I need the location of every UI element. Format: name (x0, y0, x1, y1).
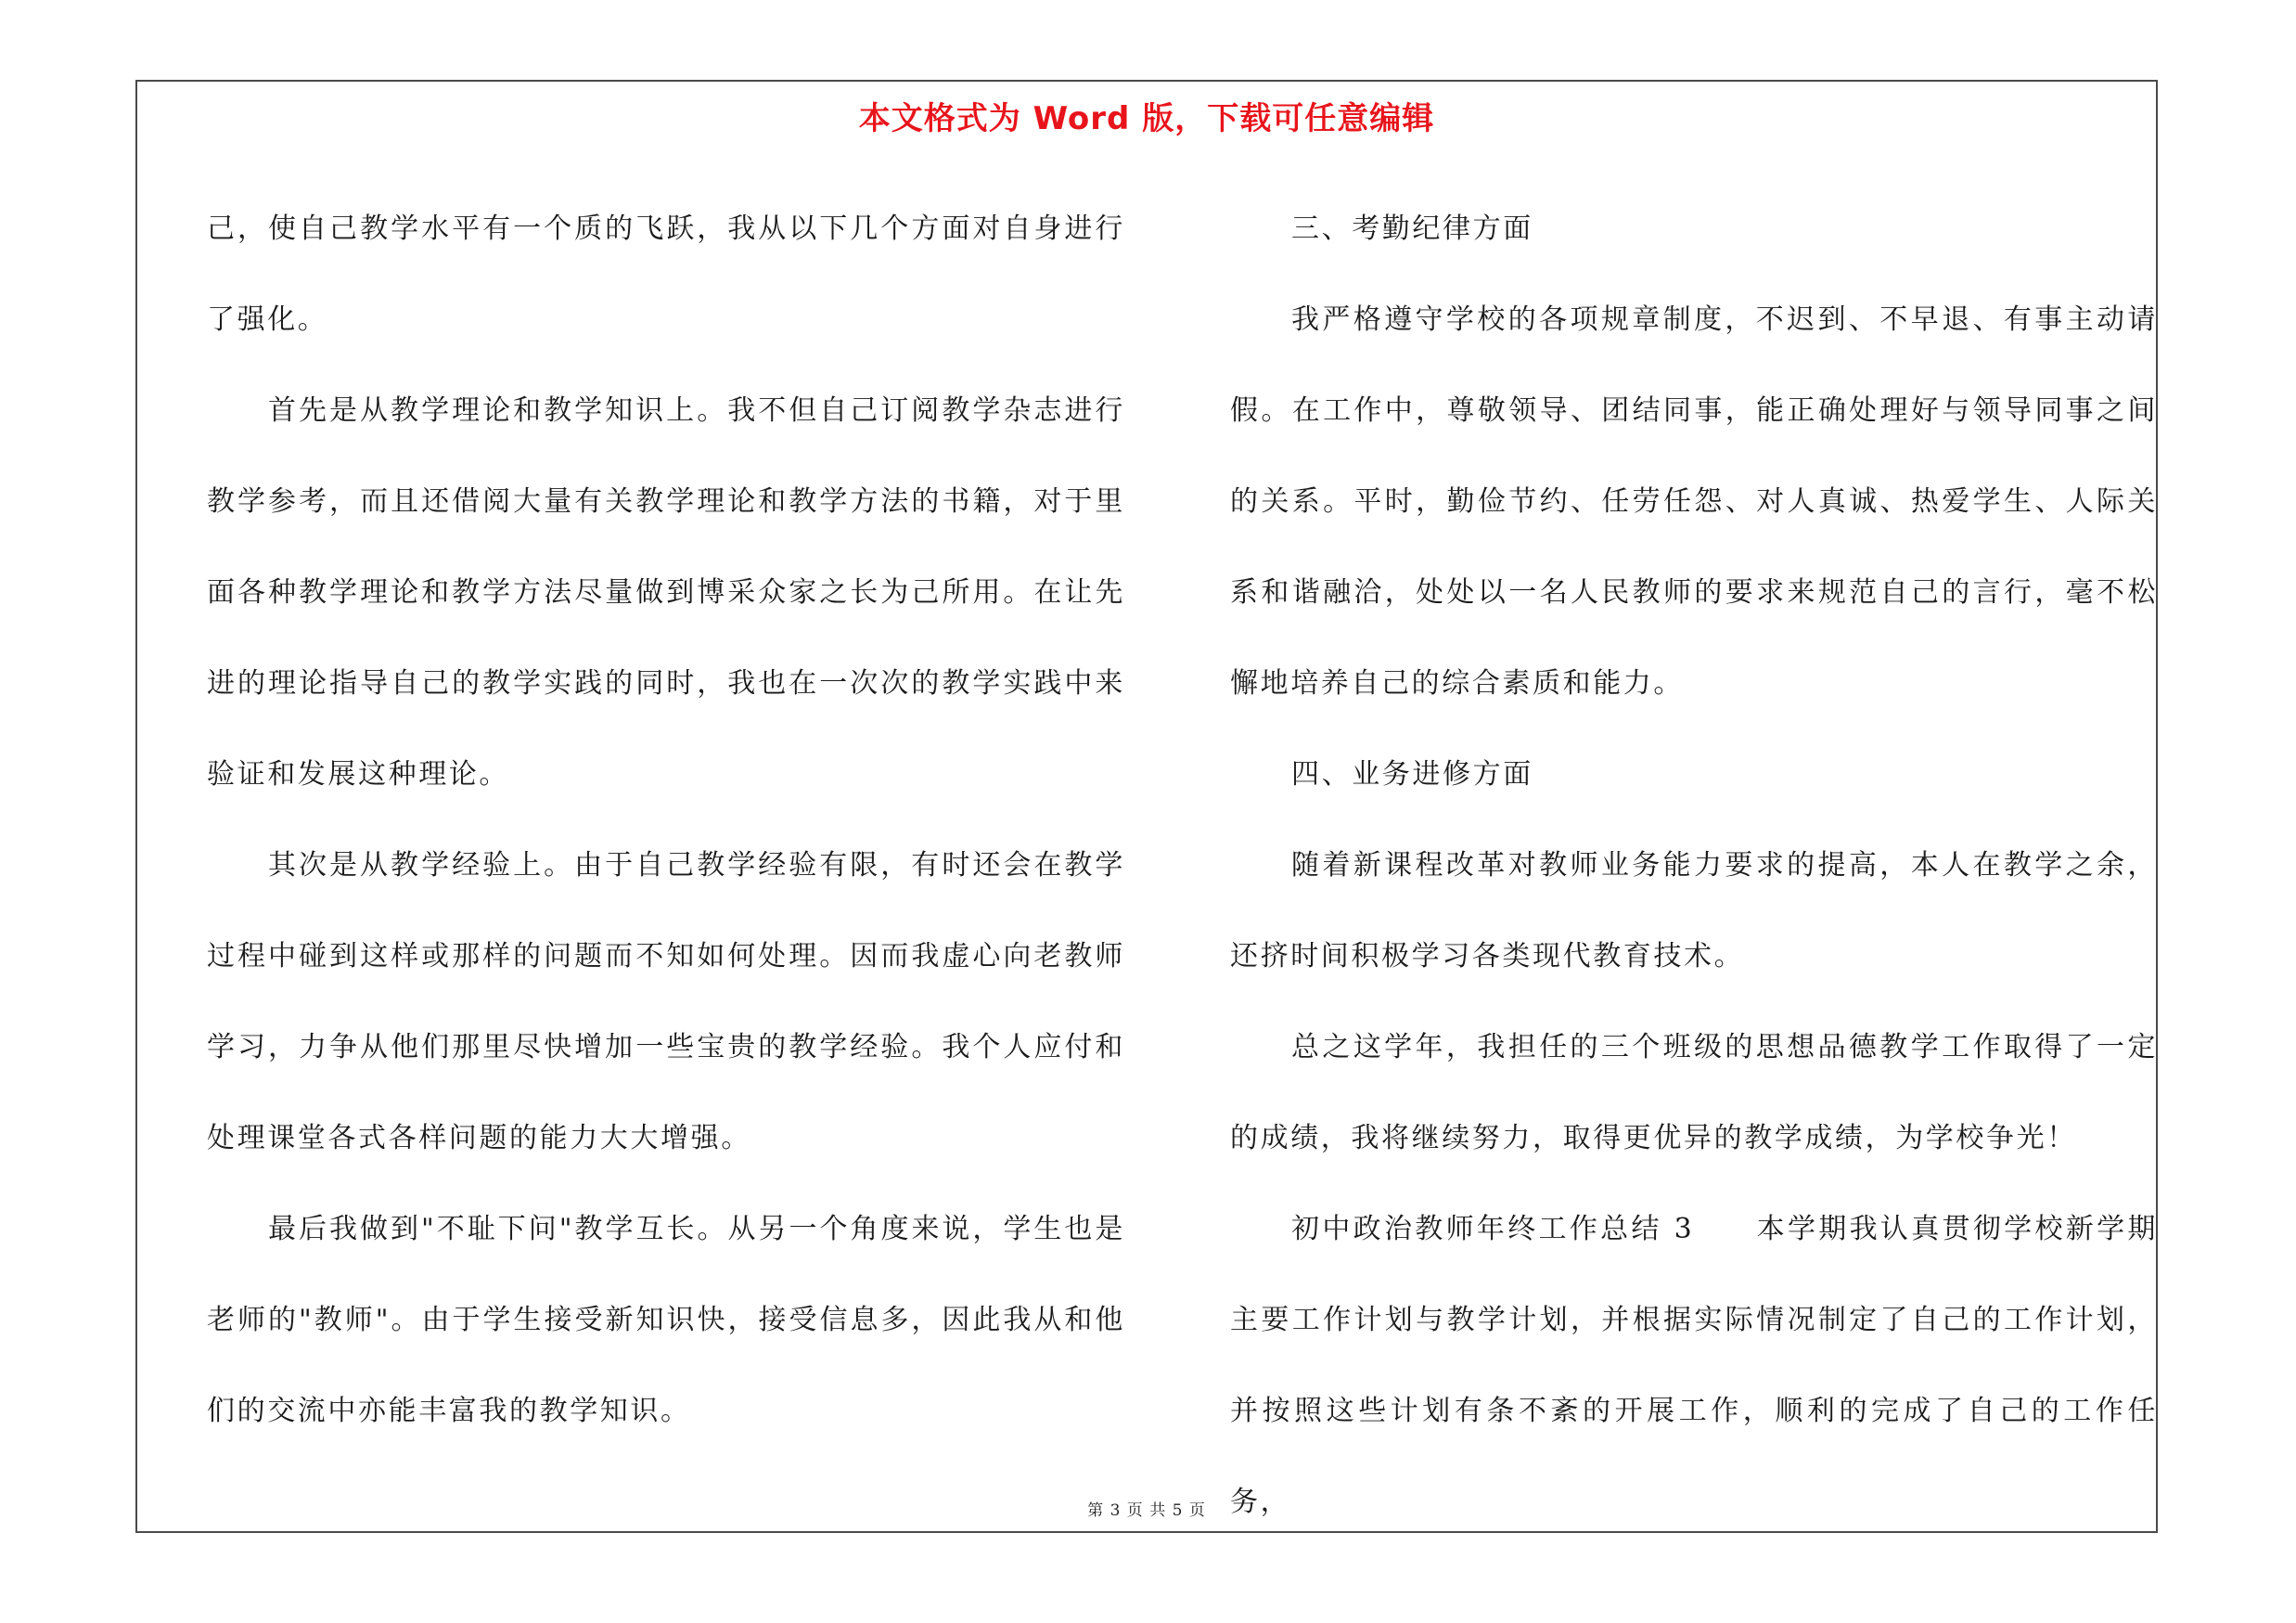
paragraph: 首先是从教学理论和教学知识上。我不但自己订阅教学杂志进行教学参考，而且还借阅大量有关教学理论和教学方法的书籍，对于里面各种教学理论和教学方法尽量做到博采众家之长为己所用。在让先进的理论指导自己的教学实践的同时，我也在一次次的教学实践中来验证和发展这种理论。 (207, 394, 1125, 791)
section-heading: 四、业务进修方面 (1291, 758, 1533, 791)
paragraph: 我严格遵守学校的各项规章制度，不迟到、不早退、有事主动请假。在工作中，尊敬领导、团结同事，能正确处理好与领导同事之间的关系。平时，勤俭节约、任劳任怨、对人真诚、热爱学生、人际关系和谐融洽，处处以一名人民教师的要求来规范自己的言行，毫不松懈地培养自己的综合素质和能力。 (1230, 303, 2158, 700)
page-frame (135, 80, 2158, 1533)
paragraph: 最后我做到"不耻下问"教学互长。从另一个角度来说，学生也是老师的"教师"。由于学生接受新知识快，接受信息多，因此我从和他们的交流中亦能丰富我的教学知识。 (207, 1213, 1125, 1427)
paragraph: 总之这学年，我担任的三个班级的思想品德教学工作取得了一定的成绩，我将继续努力，取得更优异的教学成绩，为学校争光！ (1230, 1031, 2158, 1154)
right-column (1230, 184, 2158, 1548)
paragraph: 随着新课程改革对教师业务能力要求的提高，本人在教学之余，还挤时间积极学习各类现代教育技术。 (1230, 849, 2158, 973)
page-number-footer: 第 3 页 共 5 页 (1087, 1501, 1206, 1520)
section-heading: 三、考勤纪律方面 (1291, 213, 1533, 245)
format-notice-banner: 本文格式为 Word 版，下载可任意编辑 (858, 100, 1435, 137)
paragraph: 己，使自己教学水平有一个质的飞跃，我从以下几个方面对自身进行了强化。 (207, 213, 1125, 336)
paragraph: 其次是从教学经验上。由于自己教学经验有限，有时还会在教学过程中碰到这样或那样的问题而不知如何处理。因而我虚心向老教师学习，力争从他们那里尽快增加一些宝贵的教学经验。我个人应付和处理课堂各式各样问题的能力大大增强。 (207, 849, 1125, 1154)
paragraph: 初中政治教师年终工作总结 3 本学期我认真贯彻学校新学期主要工作计划与教学计划，并根据实际情况制定了自己的工作计划，并按照这些计划有条不紊的开展工作，顺利的完成了自己的工作任务， (1230, 1213, 2158, 1518)
left-column (207, 184, 1125, 1457)
